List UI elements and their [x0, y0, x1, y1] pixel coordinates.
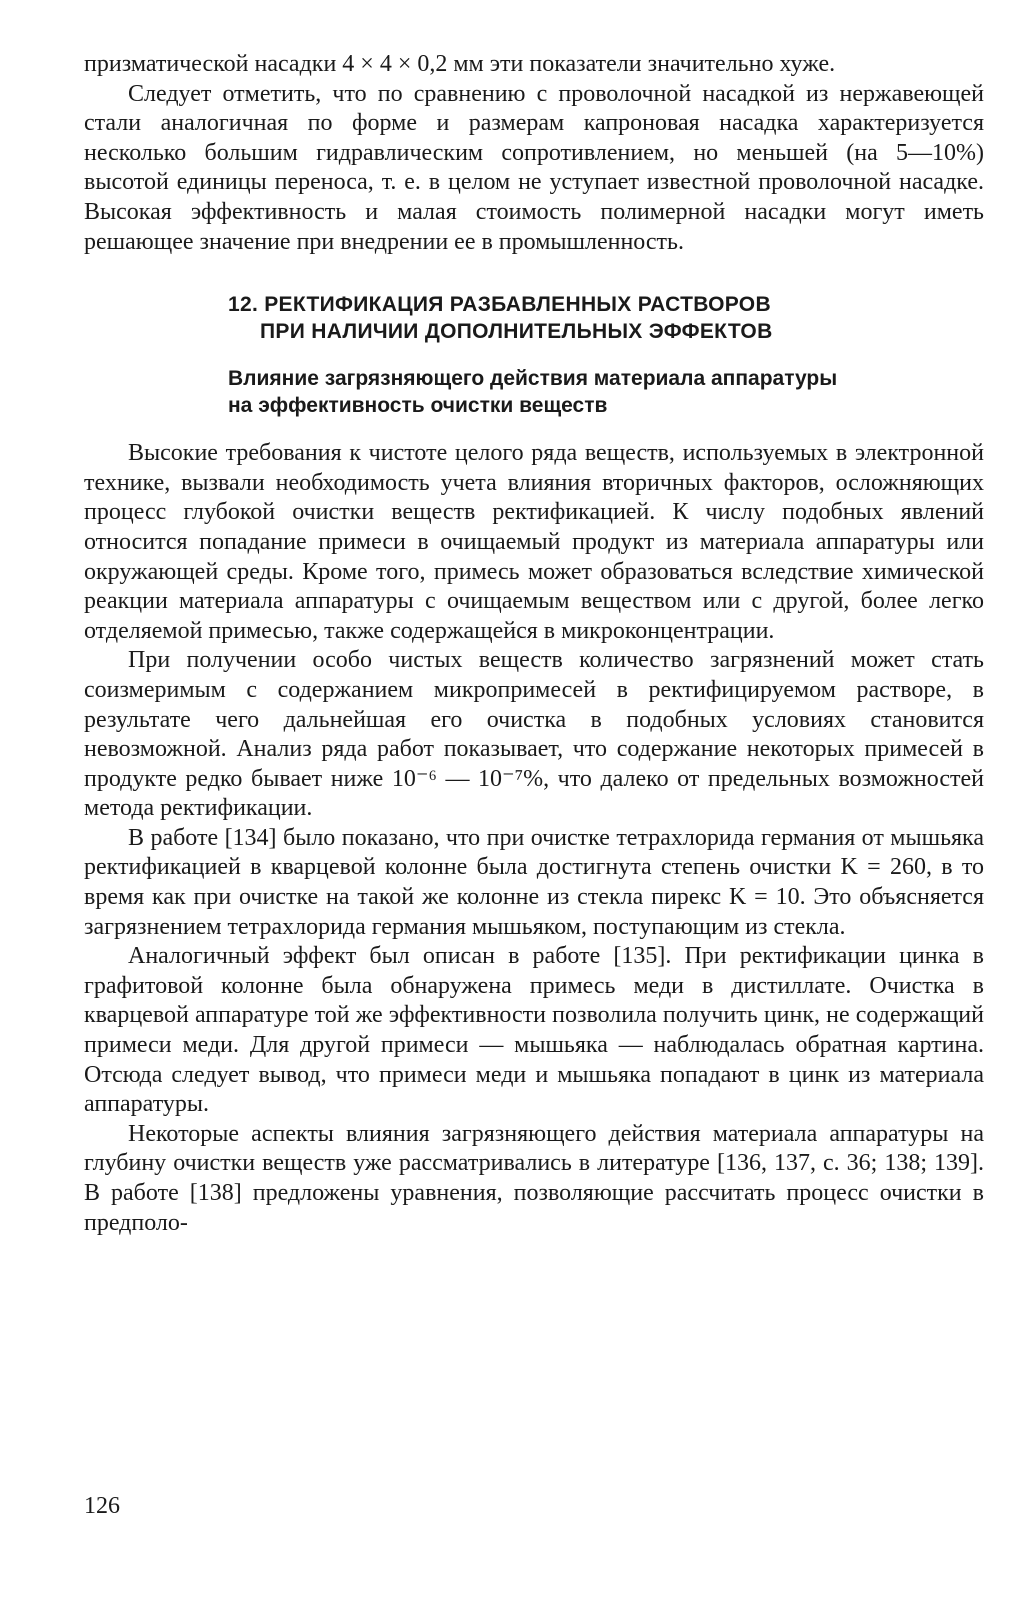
- section-title-line-1: 12. РЕКТИФИКАЦИЯ РАЗБАВЛЕННЫХ РАСТВОРОВ: [228, 293, 771, 317]
- section-title-line-2: ПРИ НАЛИЧИИ ДОПОЛНИТЕЛЬНЫХ ЭФФЕКТОВ: [260, 320, 773, 344]
- paragraph-literature: Некоторые аспекты влияния загрязняющего действия материала аппаратуры на глубину очистки веществ уже рассматривались в литературе [136, 137, с. 36; 138; 139]. В работе [138] предложены уравнения, позволяющие рассчитать процесс очистки в предполо-: [84, 1120, 984, 1236]
- page-number: 126: [84, 1493, 120, 1519]
- section-title: [84, 291, 984, 345]
- paragraph-contamination: При получении особо чистых веществ количество загрязнений может стать соизмеримым с содержанием микропримесей в ректифицируемом растворе, в результате чего дальнейшая его очистка в подобных условиях становится невозможной. Анализ ряда работ показывает, что содержание некоторых примесей в продукте редко бывает ниже 10⁻⁶ — 10⁻⁷%, что далеко от предельных возможностей метода ректификации.: [84, 647, 984, 822]
- paragraph-germanium: В работе [134] было показано, что при очистке тетрахлорида германия от мышьяка ректификацией в кварцевой колонне была достигнута степень очистки K = 260, в то время как при очистке на такой же колонне из стекла пирекс K = 10. Это объясняется загрязнением тетрахлорида германия мышьяком, поступающим из стекла.: [84, 824, 984, 940]
- paragraph-nylon-packing: Следует отметить, что по сравнению с проволочной насадкой из нержавеющей стали аналогичная по форме и размерам капроновая насадка характеризуется несколько большим гидравлическим сопротивлением, но меньшей (на 5—10%) высотой единицы переноса, т. е. в целом не уступает известной проволочной насадке. Высокая эффективность и малая стоимость полимерной насадки могут иметь решающее значение при внедрении ее в промышленность.: [84, 80, 984, 255]
- paragraph-continuation: призматической насадки 4 × 4 × 0,2 мм эти показатели значительно хуже.: [84, 51, 836, 77]
- subsection-title: [84, 365, 984, 419]
- paragraph-zinc: Аналогичный эффект был описан в работе [135]. При ректификации цинка в графитовой колонне была обнаружена примесь меди в дистиллате. Очистка в кварцевой аппаратуре той же эффективности позволила получить цинк, не содержащий примеси меди. Для другой примеси — мышьяка — наблюдалась обратная картина. Отсюда следует вывод, что примеси меди и мышьяка попадают в цинк из материала аппаратуры.: [84, 943, 984, 1118]
- page-body: [84, 50, 984, 1238]
- paragraph-requirements: Высокие требования к чистоте целого ряда веществ, используемых в электронной технике, вызвали необходимость учета влияния вторичных факторов, осложняющих процесс глубокой очистки веществ ректификацией. К числу подобных явлений относится попадание примеси в очищаемый продукт из материала аппаратуры или окружающей среды. Кроме того, примесь может образоваться вследствие химической реакции материала аппаратуры с очищаемым веществом или с другой, более легко отделяемой примесью, также содержащейся в микроконцентрации.: [84, 440, 984, 644]
- subsection-title-line-2: на эффективность очистки веществ: [228, 394, 608, 418]
- subsection-title-line-1: Влияние загрязняющего действия материала аппаратуры: [228, 367, 838, 391]
